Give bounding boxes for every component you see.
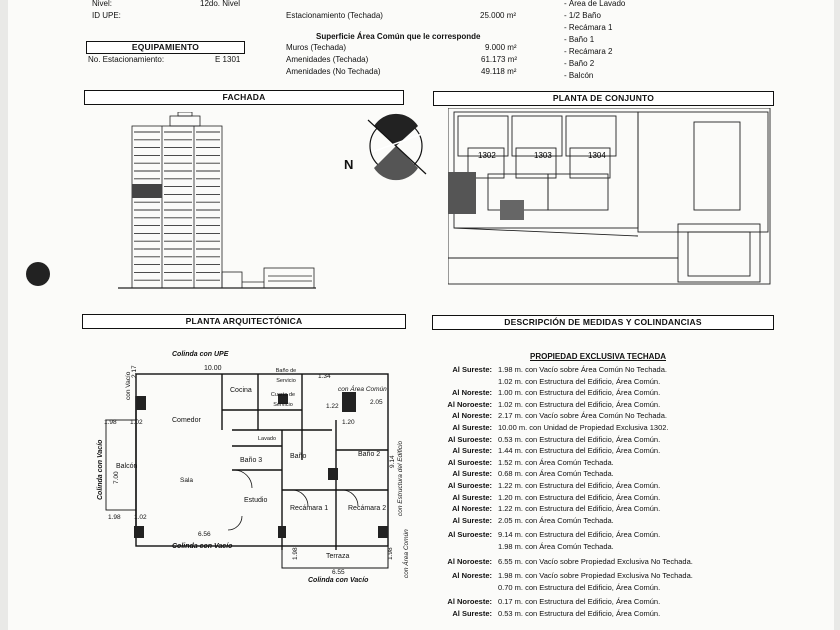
colindancia-direction: Al Noreste: <box>451 571 492 581</box>
room-bano-3: Baño 3 <box>240 457 263 464</box>
room-comedor: Comedor <box>172 417 201 424</box>
colindancia-direction: Al Sureste: <box>452 469 492 479</box>
descripcion-header: DESCRIPCIÓN DE MEDIDAS Y COLINDANCIAS <box>432 315 774 330</box>
colindancia-text: 1.02 m. con Estructura del Edificio, Área Común. <box>498 376 661 386</box>
colindancia-direction: Al Noreste: <box>451 388 492 398</box>
colindancia-direction: Al Suroeste: <box>447 457 492 467</box>
room-terraza: Terraza <box>326 553 350 560</box>
colindancia-text: 1.98 m. con Área Común Techada. <box>498 542 614 551</box>
dim-1-98-d: 1.98 <box>387 547 394 560</box>
colindancia-text: 0.68 m. con Área Común Techada. <box>498 469 614 479</box>
colindancia-direction: Al Sureste: <box>452 365 492 374</box>
colindancia-direction: Al Suroeste: <box>447 530 492 540</box>
dim-6-56: 6.56 <box>198 531 211 538</box>
con-area-comun-vertical-label: con Área Común <box>403 529 410 578</box>
conjunto-site-plan <box>448 108 772 288</box>
estacionamiento-no-label: No. Estacionamiento: <box>88 55 165 64</box>
planta-arquitectonica-header: PLANTA ARQUITECTÓNICA <box>82 314 406 329</box>
dim-1-02: 1.02 <box>130 419 143 426</box>
dim-2-17: 2.17 <box>131 365 138 378</box>
dim-1-34: 1.34 <box>318 373 331 380</box>
colindancia-text: 10.00 m. con Unidad de Propiedad Exclusiva 1302. <box>498 423 669 432</box>
north-compass-icon <box>338 112 438 182</box>
conjunto-unit-label: 1304 <box>588 151 606 160</box>
room-list-item: - Recámara 1 <box>564 23 613 32</box>
colindancia-text: 0.17 m. con Estructura del Edificio, Área Común. <box>498 597 661 607</box>
room-cocina: Cocina <box>230 387 252 394</box>
colindancia-direction: Al Sureste: <box>452 515 492 525</box>
amenidades-no-techada-label: Amenidades (No Techada) <box>286 67 381 76</box>
estacionamiento-no-value: E 1301 <box>215 55 241 64</box>
colindancia-direction: Al Suroeste: <box>447 434 492 444</box>
colindancia-text: 0.70 m. con Estructura del Edificio, Área Común. <box>498 582 661 592</box>
colindancia-text: 1.52 m. con Área Común Techada. <box>498 457 614 467</box>
propiedad-exclusiva-title: PROPIEDAD EXCLUSIVA TECHADA <box>530 352 667 361</box>
colindancia-direction: Al Sureste: <box>452 423 492 432</box>
dim-1-22: 1.22 <box>326 403 339 410</box>
colindancia-direction: Al Noroeste: <box>447 556 492 566</box>
room-estudio: Estudio <box>244 497 268 504</box>
punch-hole <box>26 262 50 286</box>
dim-10-00: 10.00 <box>204 365 222 372</box>
dim-9-14: 9.14 <box>389 455 396 468</box>
room-recamara-2: Recámara 2 <box>348 505 387 512</box>
room-list-item: - Área de Lavado <box>564 0 626 8</box>
colindancia-text: 0.53 m. con Estructura del Edificio, Área Común. <box>498 609 661 618</box>
amenidades-techada-value: 61.173 m² <box>481 55 518 64</box>
fachada-header: FACHADA <box>84 90 404 105</box>
room-sala: Sala <box>180 477 194 484</box>
upe-label: ID UPE: <box>92 11 121 20</box>
dim-6-55: 6.55 <box>332 569 345 576</box>
estacionamiento-value: 25.000 m² <box>480 11 517 20</box>
colindancia-text: 1.20 m. con Estructura del Edificio, Área Común. <box>498 492 661 502</box>
nivel-value: 12do. Nivel <box>200 0 241 8</box>
superficie-title: Superficie Área Común que le corresponde <box>316 32 481 41</box>
colindancia-text: 2.17 m. con Vacío sobre Área Común No Techada. <box>498 411 667 421</box>
dim-1-98-b: 1.98 <box>108 514 121 521</box>
room-bano-servicio: Baño de Servicio <box>275 368 297 384</box>
fachada-drawing <box>118 112 318 302</box>
colinda-vacio-bottom-label: Colinda con Vacío <box>172 543 233 550</box>
room-list-item: - 1/2 Baño <box>564 11 601 20</box>
colindancia-text: 1.44 m. con Estructura del Edificio, Área Común. <box>498 446 661 456</box>
room-cuarto-servicio: Cuarto de Servicio <box>270 392 296 408</box>
dim-1-98-a: 1.98 <box>104 419 117 426</box>
muros-label: Muros (Techada) <box>286 43 347 52</box>
colindancia-direction: Al Noreste: <box>451 504 492 514</box>
colindancia-direction: Al Sureste: <box>452 492 492 502</box>
room-list-item: - Balcón <box>564 71 594 80</box>
colindancia-text: 1.98 m. con Vacío sobre Propiedad Exclusiva No Techada. <box>498 571 693 581</box>
document-sheet <box>8 0 834 630</box>
colindancia-text: 9.14 m. con Estructura del Edificio, Área Común. <box>498 530 661 540</box>
amenidades-techada-label: Amenidades (Techada) <box>286 55 369 64</box>
room-list-item: - Baño 2 <box>564 59 595 68</box>
north-label: N <box>344 157 354 172</box>
colinda-upe-label: Colinda con UPE <box>172 351 229 358</box>
colindancia-text: 1.98 m. con Vacío sobre Área Común No Techada. <box>498 365 667 374</box>
con-estructura-label: con Estructura del Edificio <box>397 440 404 516</box>
room-list-item: - Baño 1 <box>564 35 595 44</box>
room-recamara-1: Recámara 1 <box>290 505 329 512</box>
conjunto-highlight-2 <box>500 200 524 220</box>
room-balcon: Balcón <box>116 463 138 470</box>
colindancia-direction: Al Sureste: <box>452 446 492 456</box>
colindancia-text: 1.22 m. con Estructura del Edificio, Área Común. <box>498 504 661 514</box>
colindancia-direction: Al Suroeste: <box>447 481 492 490</box>
room-lavado: Lavado <box>258 436 277 442</box>
colindancia-direction: Al Noroeste: <box>447 597 492 607</box>
colindancia-text: 1.00 m. con Estructura del Edificio, Área Común. <box>498 388 661 398</box>
colindancia-direction: Al Sureste: <box>452 609 492 618</box>
dim-1-20: 1.20 <box>342 419 355 426</box>
colindancia-text: 6.55 m. con Vacío sobre Propiedad Exclusiva No Techada. <box>498 556 693 566</box>
colindancia-direction: Al Noreste: <box>451 411 492 421</box>
colindancia-text: 1.22 m. con Estructura del Edificio, Área Común. <box>498 481 661 490</box>
colinda-vacio-left-label: Colinda con Vacío <box>97 439 104 500</box>
room-list-item: - Recámara 2 <box>564 47 613 56</box>
colindancia-text: 2.05 m. con Área Común Techada. <box>498 515 614 525</box>
room-bano: Baño <box>290 453 307 460</box>
colindancia-direction: Al Noroeste: <box>447 399 492 409</box>
colindancia-text: 0.53 m. con Estructura del Edificio, Área Común. <box>498 434 661 444</box>
dim-1-98-c: 1.98 <box>292 547 299 560</box>
amenidades-no-techada-value: 49.118 m² <box>481 67 517 76</box>
dim-7-00: 7.00 <box>113 471 120 484</box>
room-bano-2: Baño 2 <box>358 451 381 458</box>
equipamiento-header: EQUIPAMIENTO <box>86 41 245 54</box>
conjunto-unit-label: 1303 <box>534 151 552 160</box>
highlighted-unit <box>132 184 162 198</box>
con-vacio-label: con Vacío <box>125 371 132 400</box>
muros-value: 9.000 m² <box>485 43 517 52</box>
estacionamiento-label: Estacionamiento (Techada) <box>286 11 383 20</box>
conjunto-highlight <box>448 172 476 214</box>
colinda-vacio-bottom2-label: Colinda con Vacío <box>308 577 369 584</box>
con-area-comun-label: con Área Común <box>338 386 387 393</box>
dim-2-05: 2.05 <box>370 399 383 406</box>
planta-conjunto-header: PLANTA DE CONJUNTO <box>433 91 774 106</box>
nivel-label: Nivel: <box>92 0 113 8</box>
dim-1-02-b: 1.02 <box>134 514 147 521</box>
colindancia-text: 1.02 m. con Estructura del Edificio, Área Común. <box>498 399 661 409</box>
conjunto-unit-label: 1302 <box>478 151 496 160</box>
